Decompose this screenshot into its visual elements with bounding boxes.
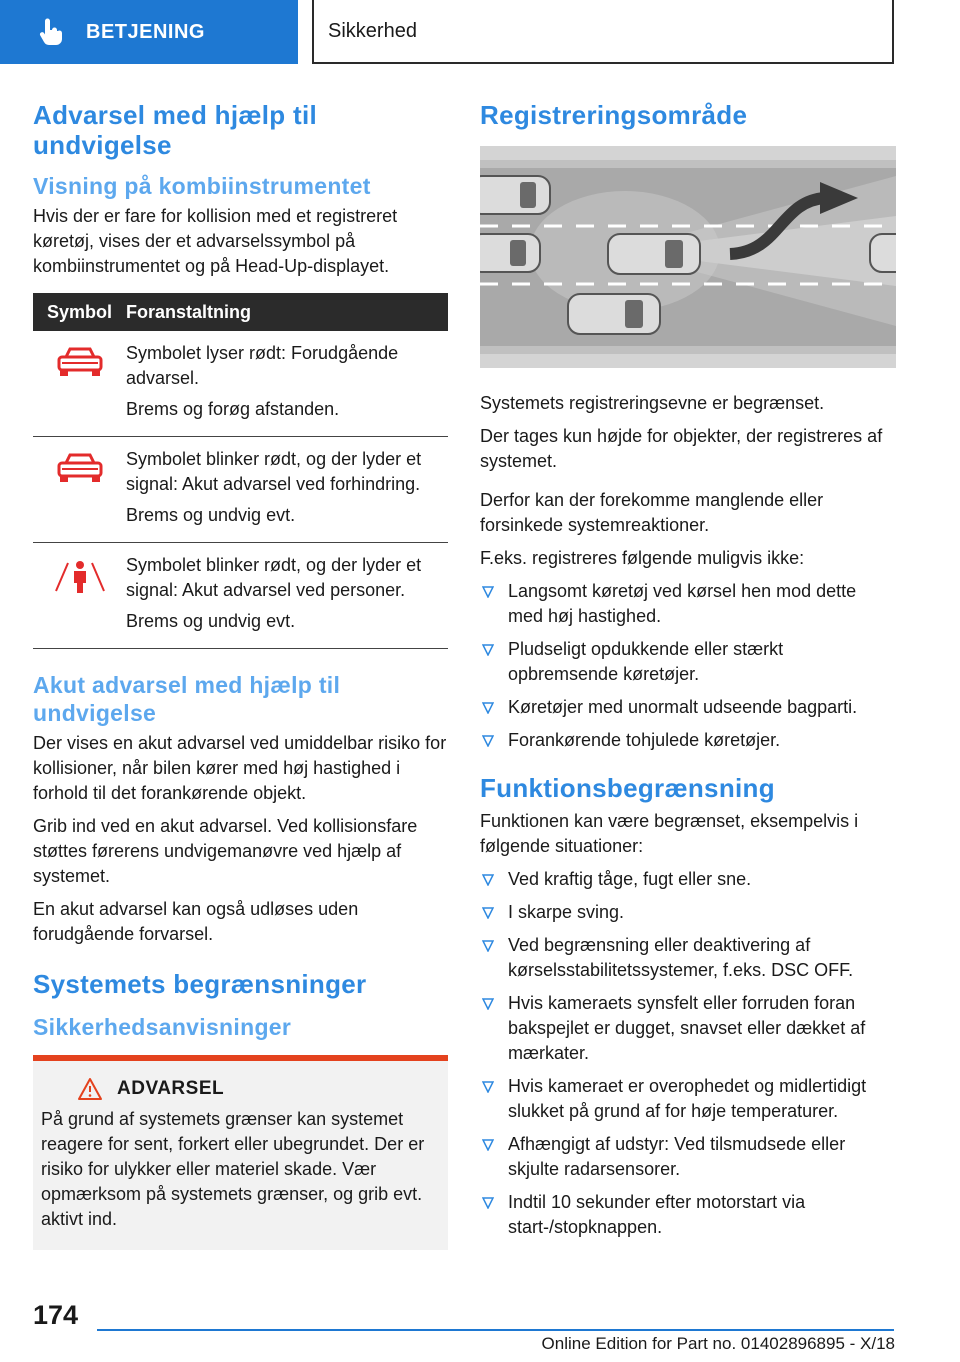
subsection-title-safety: Sikkerhedsanvisninger	[33, 1014, 292, 1040]
section-tab	[0, 0, 298, 64]
car-warning-icon	[56, 451, 104, 485]
acute-paragraph: Der vises en akut advarsel ved umiddelbar risiko for kollisioner, når bilen kører med høj hastighed i forhold til det forankørende objekt.	[33, 733, 447, 803]
triangle-bullet-icon	[482, 998, 494, 1010]
range-paragraph: F.eks. registreres følgende muligvis ikke:	[480, 548, 805, 568]
list-item-text: Afhængigt af udstyr: Ved tilsmudsede eller skjulte radarsensorer.	[508, 1134, 846, 1179]
list-item	[480, 991, 896, 1066]
hand-pointer-icon	[36, 17, 66, 47]
triangle-bullet-icon	[482, 1197, 494, 1209]
acute-paragraph: En akut advarsel kan også udløses uden forudgående forvarsel.	[33, 899, 359, 944]
warning-title: ADVARSEL	[117, 1078, 225, 1099]
range-bullet-list	[480, 579, 896, 753]
subsection-title-acute: Akut advarsel med hjælp til undvigelse	[33, 672, 341, 726]
list-item	[480, 695, 896, 720]
warning-box	[33, 1055, 448, 1250]
list-item-text: I skarpe sving.	[508, 902, 625, 922]
table-header-symbol: Symbol	[33, 293, 126, 331]
list-item	[480, 728, 896, 753]
table-cell-text: Brems og undvig evt.	[126, 611, 296, 631]
symbol-table	[33, 293, 448, 649]
table-row	[33, 543, 448, 649]
section-title: Advarsel med hjælp til undvigelse	[33, 100, 318, 160]
table-cell-text: Symbolet blinker rødt, og der lyder et signal: Akut advarsel ved forhindring.	[126, 449, 422, 494]
triangle-bullet-icon	[482, 702, 494, 714]
list-item-text: Ved kraftig tåge, fugt eller sne.	[508, 869, 752, 889]
table-row	[33, 331, 448, 437]
list-item-text: Køretøjer med unormalt udseende bagparti.	[508, 697, 858, 717]
warning-triangle-icon	[77, 1077, 103, 1101]
warning-text: På grund af systemets grænser kan systemet reagere for sent, forkert eller ubegrundet. Der er risiko for ulykker eller materiel skade. Vær opmærksom på systemets grænser, og grib evt. aktivt ind.	[41, 1109, 425, 1229]
list-item-text: Hvis kameraets synsfelt eller forruden foran bakspejlet er dugget, snavset eller dækket af mærkater.	[508, 993, 866, 1063]
acute-paragraph: Grib ind ved en akut advarsel. Ved kollisionsfare støttes førerens undvigemanøvre ved hjælp af systemet.	[33, 816, 418, 886]
triangle-bullet-icon	[482, 1081, 494, 1093]
table-cell-text: Brems og undvig evt.	[126, 505, 296, 525]
list-item-text: Forankørende tohjulede køretøjer.	[508, 730, 781, 750]
section-label: BETJENING	[86, 20, 205, 43]
table-cell-text: Symbolet blinker rødt, og der lyder et signal: Akut advarsel ved personer.	[126, 555, 422, 600]
section-title-limits: Systemets begrænsninger	[33, 969, 367, 999]
footer-divider	[97, 1329, 894, 1331]
range-paragraph: Der tages kun højde for objekter, der registreres af systemet.	[480, 426, 883, 471]
table-cell-text: Symbolet lyser rødt: Forudgående advarsel.	[126, 343, 399, 388]
table-header-action: Foranstaltning	[126, 293, 448, 331]
list-item-text: Hvis kameraet er overophedet og midlertidigt slukket på grund af for høje temperaturer.	[508, 1076, 867, 1121]
intro-paragraph: Hvis der er fare for kollision med et registreret køretøj, vises der et advarselssymbol på kombiinstrumentet og på Head-Up-displayet.	[33, 206, 398, 276]
section-title-function: Funktionsbegrænsning	[480, 773, 775, 803]
subsection-title-display: Visning på kombiinstrumentet	[33, 173, 371, 199]
list-item-text: Pludseligt opdukkende eller stærkt opbremsende køretøjer.	[508, 639, 784, 684]
triangle-bullet-icon	[482, 907, 494, 919]
triangle-bullet-icon	[482, 644, 494, 656]
page-number: 174	[33, 1300, 79, 1330]
list-item-text: Ved begrænsning eller deaktivering af kørselsstabilitetssystemer, f.eks. DSC OFF.	[508, 935, 854, 980]
triangle-bullet-icon	[482, 586, 494, 598]
table-row	[33, 437, 448, 543]
right-column	[480, 100, 896, 1250]
range-paragraph: Derfor kan der forekomme manglende eller forsinkede systemreaktioner.	[480, 490, 824, 535]
footer-edition: Online Edition for Part no. 01402896895 - X/18	[541, 1334, 895, 1353]
triangle-bullet-icon	[482, 1139, 494, 1151]
triangle-bullet-icon	[482, 874, 494, 886]
list-item	[480, 579, 896, 629]
list-item	[480, 1074, 896, 1124]
section-title-range: Registreringsområde	[480, 100, 748, 130]
list-item	[480, 867, 896, 892]
detection-range-diagram	[480, 146, 896, 368]
list-item	[480, 1132, 896, 1182]
range-paragraph: Systemets registreringsevne er begrænset.	[480, 393, 825, 413]
left-column	[33, 100, 448, 1250]
chapter-label: Sikkerhed	[328, 19, 417, 42]
triangle-bullet-icon	[482, 735, 494, 747]
pedestrian-warning-icon	[52, 557, 108, 597]
chapter-header	[312, 0, 894, 64]
function-paragraph: Funktionen kan være begrænset, eksempelvis i følgende situationer:	[480, 811, 859, 856]
list-item-text: Indtil 10 sekunder efter motorstart via start-/stopknappen.	[508, 1192, 806, 1237]
list-item	[480, 1190, 896, 1240]
list-item	[480, 900, 896, 925]
triangle-bullet-icon	[482, 940, 494, 952]
car-warning-icon	[56, 345, 104, 379]
list-item	[480, 933, 896, 983]
list-item	[480, 637, 896, 687]
table-cell-text: Brems og forøg afstanden.	[126, 399, 340, 419]
list-item-text: Langsomt køretøj ved kørsel hen mod dette med høj hastighed.	[508, 581, 857, 626]
function-bullet-list	[480, 867, 896, 1240]
